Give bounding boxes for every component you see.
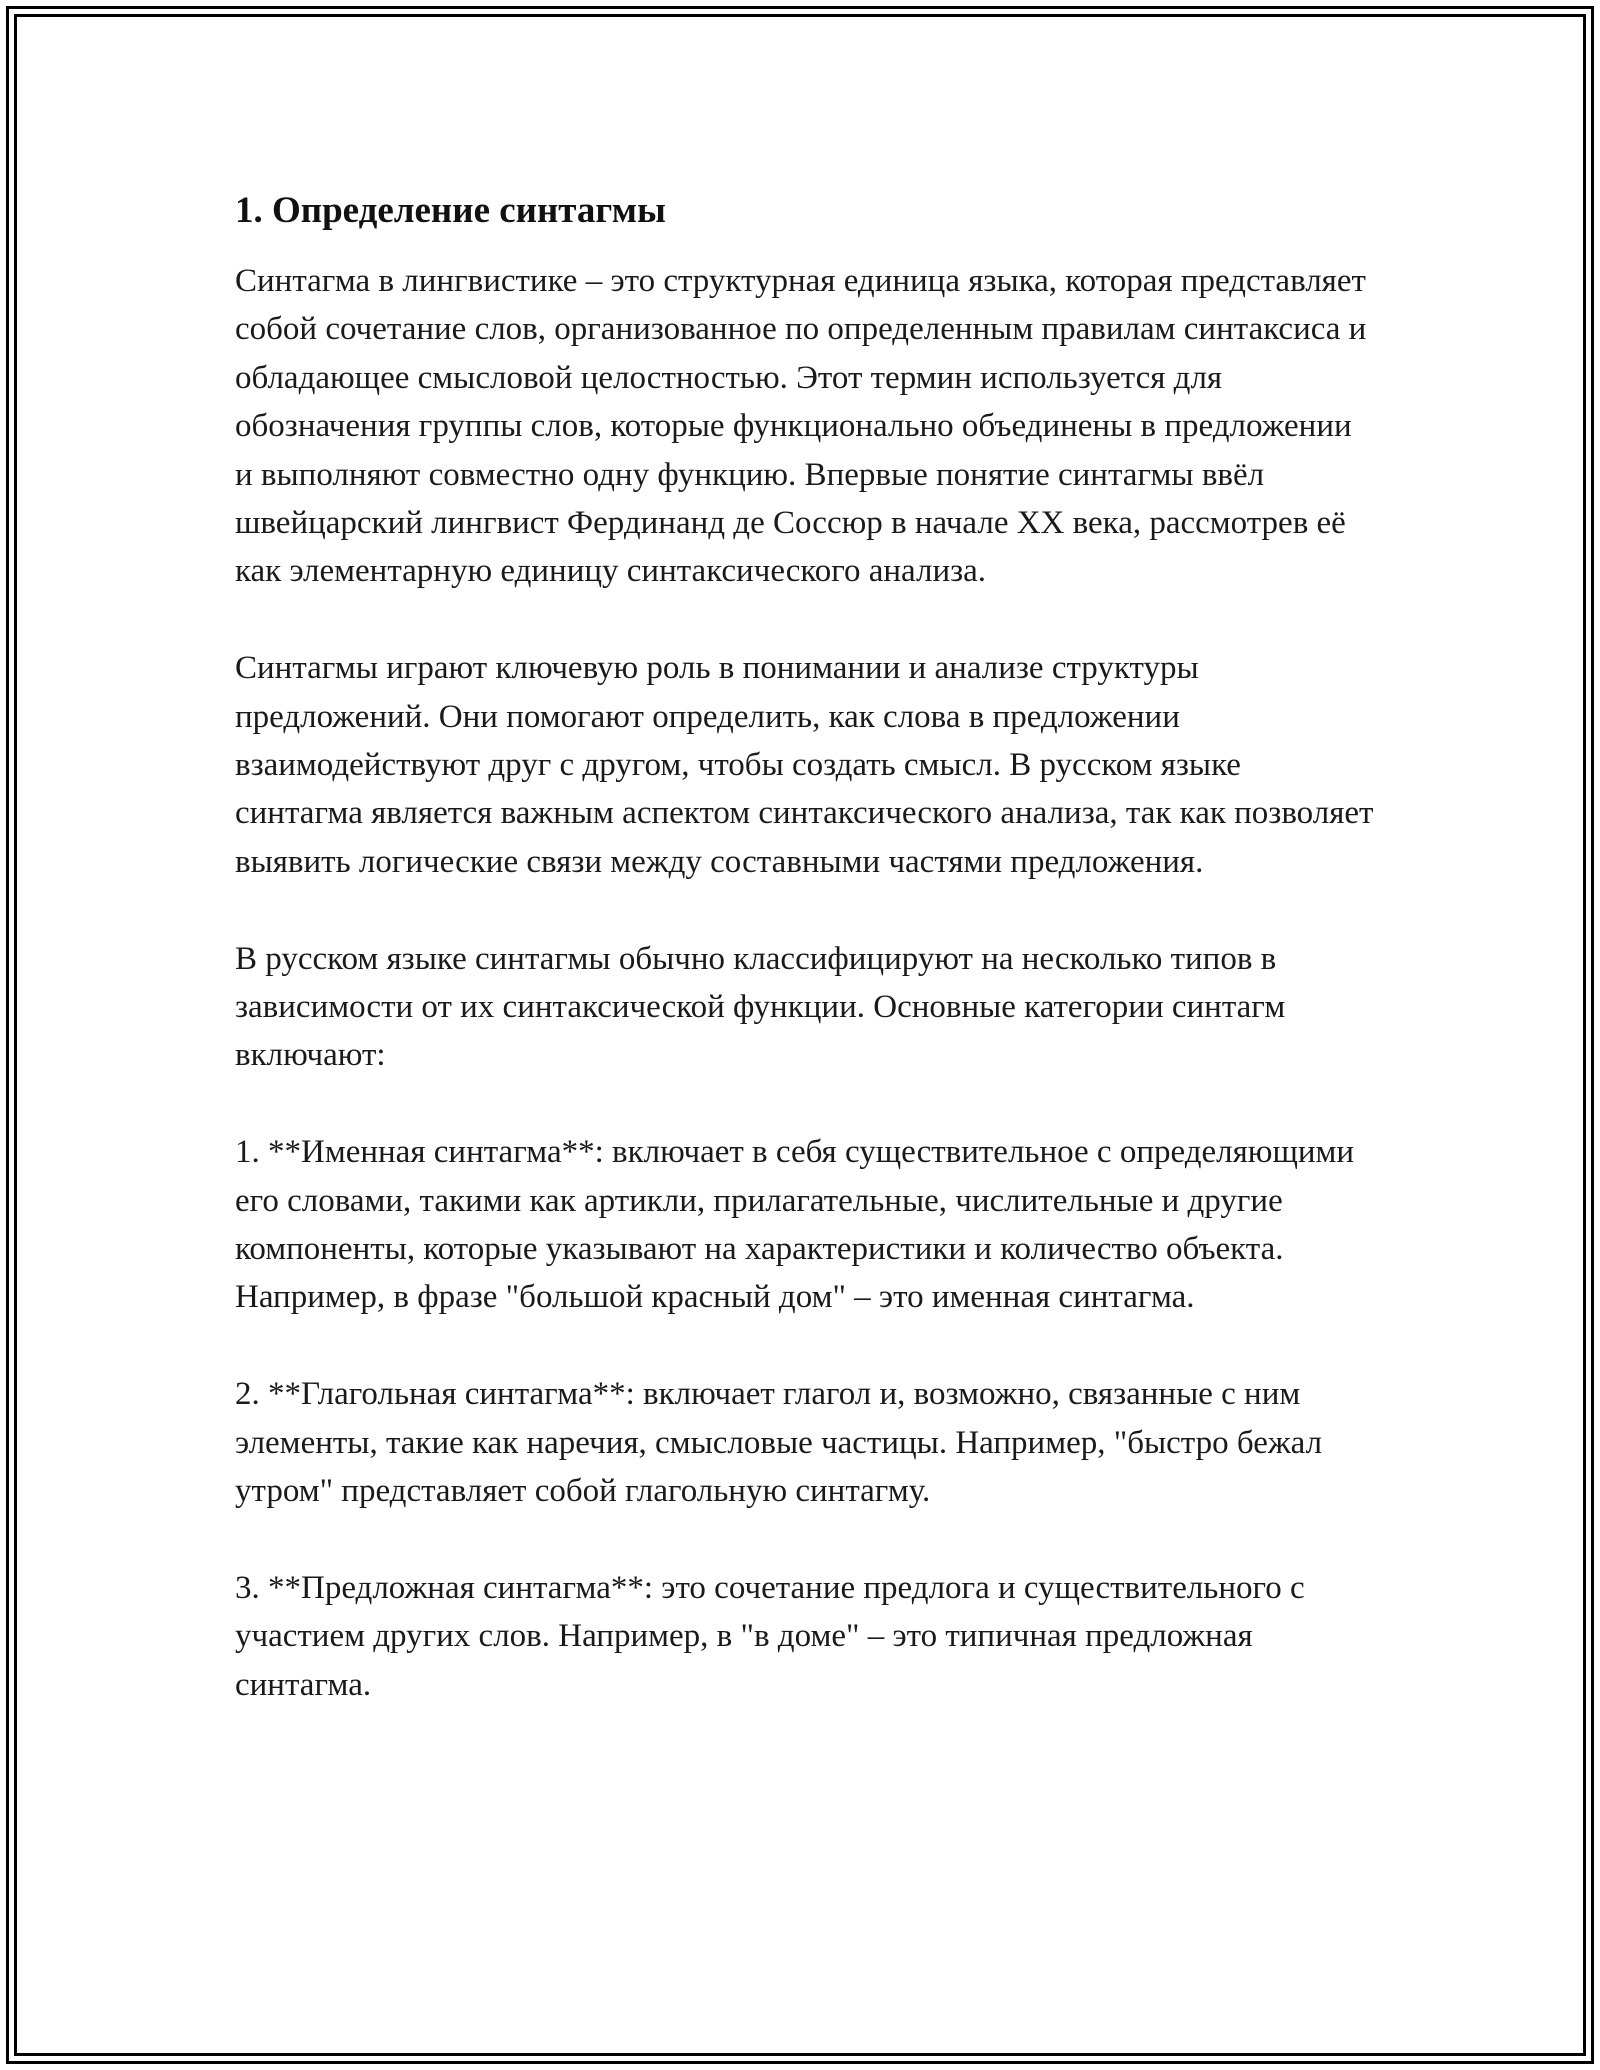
paragraph-verb-syntagm: 2. **Глагольная синтагма**: включает глагол и, возможно, связанные с ним элементы, такие как наречия, смысловые частицы. Например, "быстро бежал утром" представляет собой глагольную синтагму.	[235, 1376, 1323, 1510]
paragraph-prepositional-syntagm: 3. **Предложная синтагма**: это сочетание предлога и существительного с участием других слов. Например, в "в доме" – это типичная предложная синтагма.	[235, 1569, 1305, 1703]
paragraph-definition: Синтагма в лингвистике – это структурная единица языка, которая представляет собой сочетание слов, организованное по определенным правилам синтаксиса и обладающее смысловой целостностью. Этот термин используется для обозначения группы слов, которые функционально объединены в предложении и выполняют совместно одну функцию. Впервые понятие синтагмы ввёл швейцарский лингвист Фердинанд де Соссюр в начале XX века, рассмотрев её как элементарную единицу синтаксического анализа.	[235, 263, 1367, 590]
section-heading: 1. Определение синтагмы	[235, 190, 666, 231]
document-body	[235, 185, 1375, 1709]
paragraph-noun-syntagm: 1. **Именная синтагма**: включает в себя существительное с определяющими его словами, такими как артикли, прилагательные, числительные и другие компоненты, которые указывают на характеристики и количество объекта. Например, в фразе "большой красный дом" – это именная синтагма.	[235, 1134, 1355, 1316]
paragraph-classification: В русском языке синтагмы обычно классифицируют на несколько типов в зависимости от их синтаксической функции. Основные категории синтагм включают:	[235, 940, 1286, 1074]
paragraph-role: Синтагмы играют ключевую роль в понимании и анализе структуры предложений. Они помогают определить, как слова в предложении взаимодействуют друг с другом, чтобы создать смысл. В русском языке синтагма является важным аспектом синтаксического анализа, так как позволяет выявить логические связи между составными частями предложения.	[235, 650, 1374, 880]
